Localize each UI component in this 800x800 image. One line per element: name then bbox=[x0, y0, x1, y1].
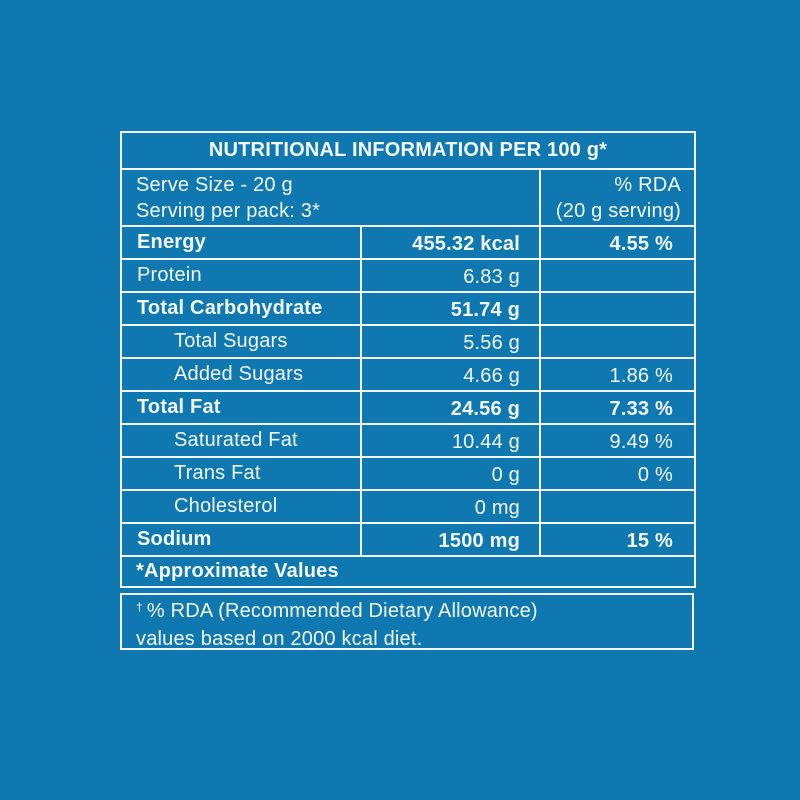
nutrient-name-cell: Sodium bbox=[121, 523, 361, 556]
nutrition-table bbox=[120, 131, 696, 588]
nutrient-rda-cell bbox=[540, 358, 695, 391]
nutrient-value: 24.56 g bbox=[450, 398, 520, 420]
nutrient-rda: 7.33 % bbox=[609, 398, 673, 420]
nutrient-value-cell bbox=[361, 424, 540, 457]
nutrient-value: 51.74 g bbox=[450, 299, 520, 321]
table-title: NUTRITIONAL INFORMATION PER 100 g* bbox=[121, 132, 695, 169]
nutrient-value-cell bbox=[361, 457, 540, 490]
nutrient-value: 455.32 kcal bbox=[412, 233, 520, 255]
serve-size-text: Serve Size - 20 g bbox=[136, 173, 293, 196]
table-row-energy bbox=[121, 226, 695, 259]
dagger-marker: † bbox=[136, 600, 143, 614]
nutrient-value: 4.66 g bbox=[463, 365, 520, 387]
nutrient-value: 0 g bbox=[491, 464, 520, 486]
nutrient-rda-cell bbox=[540, 292, 695, 325]
nutrient-rda: 15 % bbox=[626, 530, 673, 552]
nutrient-name-cell: Energy bbox=[121, 226, 361, 259]
table-row-trans-fat bbox=[121, 457, 695, 490]
table-title-row bbox=[121, 132, 695, 169]
nutrient-name-cell: Total Fat bbox=[121, 391, 361, 424]
nutrient-value: 1500 mg bbox=[438, 530, 520, 552]
nutrient-rda: 4.55 % bbox=[609, 233, 673, 255]
table-row-total-carbohydrate bbox=[121, 292, 695, 325]
nutrient-rda-cell bbox=[540, 325, 695, 358]
rda-header-line2: (20 g serving) bbox=[555, 199, 681, 222]
nutrient-value: 10.44 g bbox=[451, 431, 520, 453]
nutrient-value-cell bbox=[361, 259, 540, 292]
nutrient-value-cell bbox=[361, 391, 540, 424]
nutrient-name-cell: Added Sugars bbox=[121, 358, 361, 391]
nutrient-value: 5.56 g bbox=[463, 332, 520, 354]
nutrient-rda: 9.49 % bbox=[609, 431, 673, 453]
nutrient-rda: 1.86 % bbox=[609, 365, 673, 387]
nutrient-name-cell: Total Sugars bbox=[121, 325, 361, 358]
table-row-sodium bbox=[121, 523, 695, 556]
serving-per-pack-text: Serving per pack: 3* bbox=[136, 199, 321, 222]
nutrient-rda-cell bbox=[540, 424, 695, 457]
rda-header-cell bbox=[540, 169, 695, 226]
nutrient-rda-cell bbox=[540, 226, 695, 259]
table-row-total-fat bbox=[121, 391, 695, 424]
nutrient-value-cell bbox=[361, 358, 540, 391]
approx-values-row bbox=[121, 556, 695, 587]
nutrient-rda-cell bbox=[540, 490, 695, 523]
table-row-total-sugars bbox=[121, 325, 695, 358]
nutrient-name-cell: Trans Fat bbox=[121, 457, 361, 490]
footnote-line2: values based on 2000 kcal diet. bbox=[136, 628, 423, 650]
rda-footnote bbox=[120, 593, 694, 650]
footnote-line1 bbox=[136, 598, 680, 626]
nutrient-rda-cell bbox=[540, 523, 695, 556]
table-row-saturated-fat bbox=[121, 424, 695, 457]
nutrient-name-cell: Saturated Fat bbox=[121, 424, 361, 457]
nutrient-rda-cell bbox=[540, 391, 695, 424]
nutrient-value-cell bbox=[361, 325, 540, 358]
nutrient-value: 6.83 g bbox=[463, 266, 520, 288]
approx-values-note: *Approximate Values bbox=[121, 556, 695, 587]
nutrient-value-cell bbox=[361, 523, 540, 556]
nutrient-value-cell bbox=[361, 292, 540, 325]
nutrient-name-cell: Protein bbox=[121, 259, 361, 292]
nutrient-rda: 0 % bbox=[637, 464, 673, 486]
nutrient-name-cell: Total Carbohydrate bbox=[121, 292, 361, 325]
table-row-protein bbox=[121, 259, 695, 292]
table-row-added-sugars bbox=[121, 358, 695, 391]
nutrient-value: 0 mg bbox=[474, 497, 520, 519]
rda-header-line1: % RDA bbox=[614, 173, 681, 196]
nutrient-value-cell bbox=[361, 490, 540, 523]
serve-info-row bbox=[121, 169, 695, 226]
nutrient-rda-cell bbox=[540, 259, 695, 292]
table-row-cholesterol bbox=[121, 490, 695, 523]
nutrient-value-cell bbox=[361, 226, 540, 259]
nutrient-name-cell: Cholesterol bbox=[121, 490, 361, 523]
footnote-line1-text: % RDA (Recommended Dietary Allowance) bbox=[146, 600, 538, 622]
nutrient-rda-cell bbox=[540, 457, 695, 490]
serve-info-cell bbox=[121, 169, 540, 226]
